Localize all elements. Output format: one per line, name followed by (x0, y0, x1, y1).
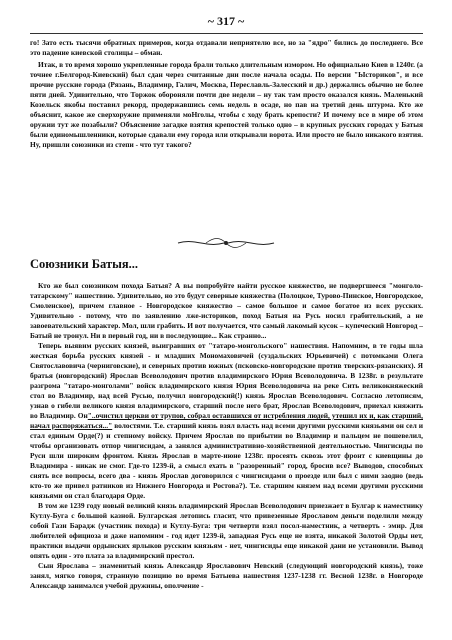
body-text (30, 281, 423, 591)
chronicle-quote: "..очистил церкви от трупов, собрал оставшихся от истребления людей, утешил их и, как старший, начал распоряжаться..." (30, 411, 423, 430)
page-number: ~ 317 ~ (207, 14, 245, 28)
intro-paragraph: Итак, в то время хорошо укрепленные города брали только длительным измором. Но официально Киев в 1240г. (а точнее г.Белгород-Киевский) был сдан через считанные дни после начала осады. По версии "Ысториков", и все прочие русские города (Рязань, Владимир, Галич, Москва, Переславль-Залесский и др.) держались обычно не более пяти дней. Удивительно, что Торжок обороняли почти две недели – ну так там просто оказался князь. Маленький Козельск якобы поставил рекорд, продержавшись семь недель в осаде, но пав на третий день штурма. Кто же объяснит, какое же сверхоружие применяли моНголы, чтобы с ходу брать крепости? И почему все в мире об этом оружии тут же позабыли? Объяснение загадке взятия крепостей только одно – в крупных русских городах у Батыя были единомышленники, которые сдавали ему города или открывали ворота. Или просто не было никакого взятия. Ну, пришли союзники из степи - что тут такого? (30, 60, 423, 149)
intro-paragraph: го! Зато есть тысячи обратных примеров, когда отдавали неприятелю все, но за "ядро" бились до последнего. Все это падение киевской столицы – обман. (30, 38, 423, 57)
body-paragraph: Кто же был союзником похода Батыя? А вы попробуйте найти русское княжество, не подвергшееся "монголо-татарскому" нашествию. Удивительно, но это будут северные княжества (Полоцкое, Турово-Пинское, Новгородское, Смоленское), причем главное - Новгородское княжество – самое большое и самое богатое из всех русских. Удивительно - потому, что по заявлению лже-историков, поход Батыя на Русь носил грабительский, а не завоевательский характер. Мол, шли грабить. И вот получается, что самый лакомый кусок – купеческий Новгород – Батый не тронул. Ни в первый год, ни в последующие... Как странно... (30, 281, 423, 340)
body-paragraph: Сын Ярослава – знаменитый князь Александр Ярославович Невский (следующий новгородский князь), тоже занял, мягко говоря, странную позицию во время Батыева нашествия 1237-1238 гг. Весной 1238г. в Новгороде Александр занимался учебой дружины, ополчение - (30, 561, 423, 590)
body-paragraph: Теперь выявим русских князей, выигравших от "татаро-монгольского" нашествия. Напомним, в те годы шла жесткая борьба русских князей - и младших Мономаховичей (суздальских Юрьевичей) с потомками Олега Святославовича (черниговские), и северных против южных (псковско-новгородские против тверских-рязанских). Я братья (новгородский) Ярослав Всеволодович против владимирского Юрия Всеволодовича. В 1238г. в результате разгрома "татаро-монголами" войск владимирского князя Юрия Всеволодовича на реке Сить великокняжеский стол во Владимир, над всей Русью, получил новгородский(!) князь Ярослав Всеволодович. Согласно летописям, узнав о гибели великого князя владимирского, старший после него брат, Ярослав Всеволодович, приехал княжить во Владимир. Он"..очистил церкви от трупов, собрал оставшихся от истребления людей, утешил их и, как старший, начал распоряжаться..." волостями. Т.е. старший князь взял власть над всеми другими русскими князьями он сел и стал единым Орде(?) и степному войску. Причем Ярослав по прибытии во Владимир и пальцем не пошевелил, чтобы организовать отпор чингисидам, а занялся административно-хозяйственной деятельностью. Чингисиды по Руси шли широким фронтом. Князь Ярослав в марте-июне 1238г. просеять сквозь этот фронт с киевщины до Владимира - никак не смог. Где-то 1239-й, а смысл ехать в "разоренный" город, бросив все? Выводов, способных снять все вопросы, всего два - князь Ярослав договорился с чингисидами о проезде или был с ними заодно (ведь кто-то же привел ратников из Нижнего Новгорода и Ростова?). Т.е. старшим князем над всеми другими русскими князьями он стал благодаря Орде. (30, 341, 423, 500)
top-rule (30, 33, 423, 34)
decorative-flourish-icon (176, 236, 276, 250)
intro-text (30, 38, 423, 150)
body-paragraph: В том же 1239 году новый великий князь владимирский Ярослав Всеволодович приезжает в Булгар к наместнику Кутлу-Буга с большой казной. Булгарская летопись гласит, что привезенные Ярославом деньги поделили между собой Гази Барадж (участник похода) и Кутлу-Буга: три четверти взял посол-наместник, а четверть - эмир. Для любителей официоза и даже напомним - год идет 1239-й, западная Русь еще не взята, никакой Золотой Орды нет, практики выдачи ордынских ярлыков русским князьям - нет, чингисиды еще никакой дани не установили. Вывод опять один - это плата за владимирский престол. (30, 501, 423, 560)
section-title: Союзники Батыя... (30, 257, 139, 271)
